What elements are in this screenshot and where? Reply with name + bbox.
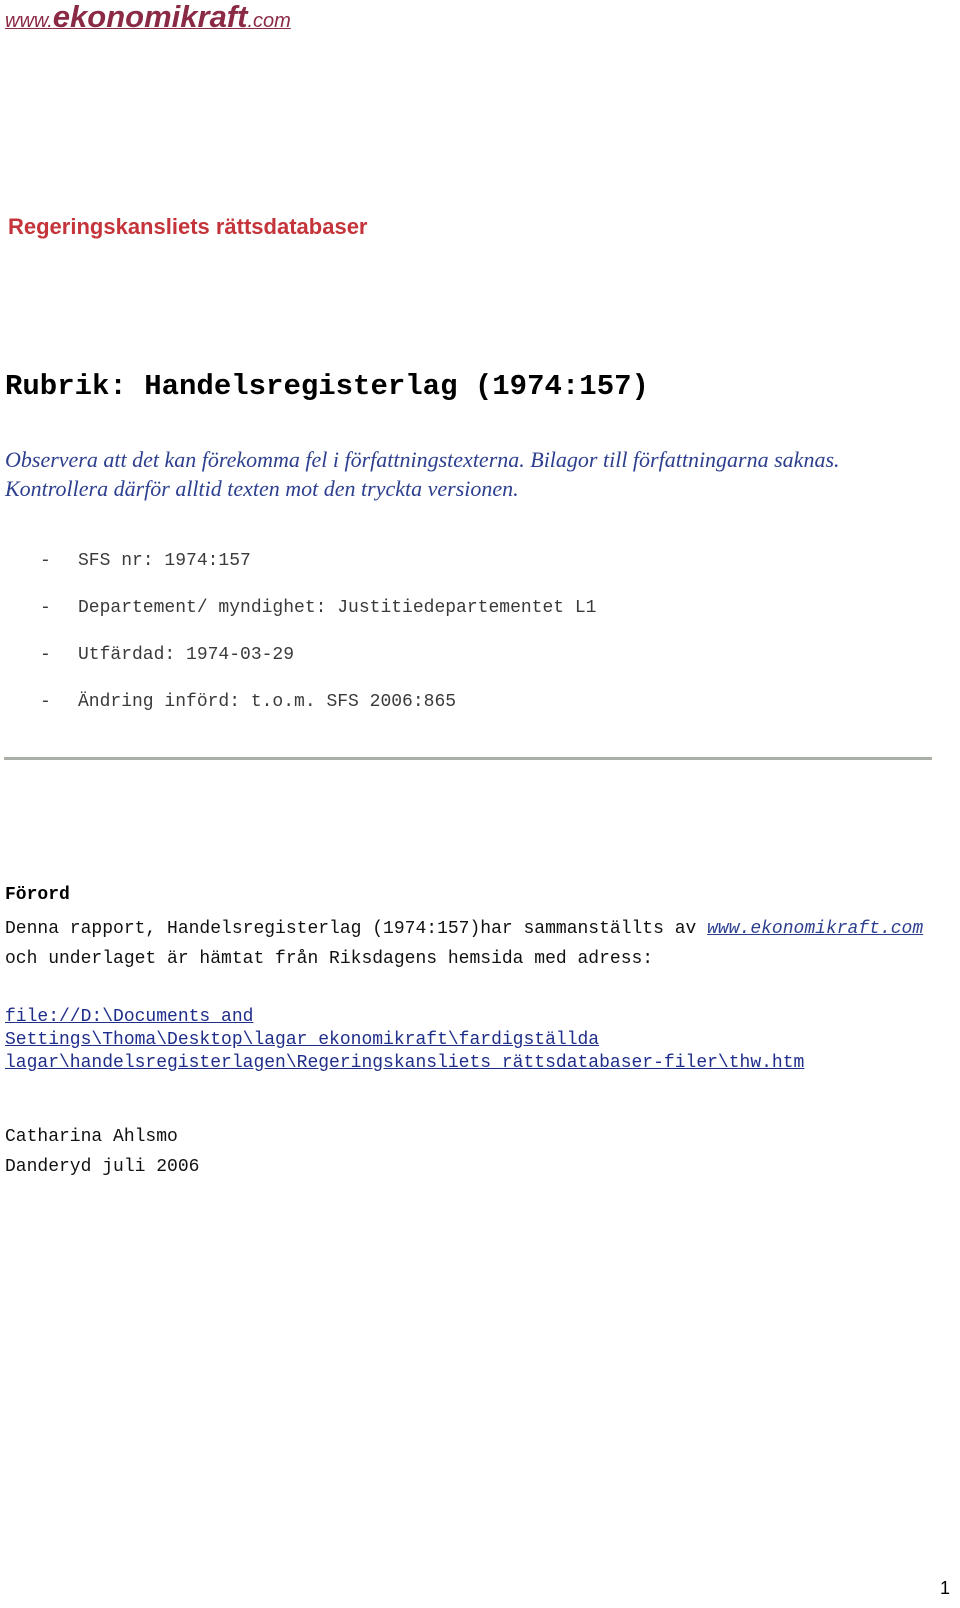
signature-block — [5, 1122, 199, 1182]
list-dash: - — [40, 645, 51, 665]
source-file-link[interactable] — [5, 1006, 945, 1075]
horizontal-divider — [4, 757, 932, 760]
foreword-paragraph — [5, 914, 935, 974]
list-dash: - — [40, 551, 51, 571]
author-name: Catharina Ahlsmo — [5, 1127, 178, 1147]
metadata-text: Utfärdad: 1974-03-29 — [78, 645, 295, 665]
logo-suffix: .com — [247, 10, 291, 32]
site-link[interactable]: www.ekonomikraft.com — [707, 919, 924, 939]
place-date: Danderyd juli 2006 — [5, 1157, 200, 1177]
foreword-text-before: Denna rapport, Handelsregisterlag (1974:157)har sammanställts av — [5, 919, 708, 939]
metadata-text: SFS nr: 1974:157 — [78, 551, 251, 571]
page-number: 1 — [939, 1578, 950, 1598]
database-title: Regeringskansliets rättsdatabaser — [8, 214, 368, 239]
file-link-line: Settings\Thoma\Desktop\lagar ekonomikraft\fardigställda — [5, 1030, 600, 1050]
metadata-text: Departement/ myndighet: Justitiedepartementet L1 — [78, 598, 597, 618]
metadata-item — [40, 644, 596, 691]
warning-notice: Observera att det kan förekomma fel i författningstexterna. Bilagor till författningarna saknas. Kontrollera därför alltid texten mot den tryckta versionen. — [5, 447, 840, 501]
file-link-line: file://D:\Documents and — [5, 1007, 254, 1027]
list-dash: - — [40, 692, 51, 712]
logo-main: ekonomikraft — [52, 0, 248, 34]
metadata-item — [40, 691, 596, 738]
page-title: Rubrik: Handelsregisterlag (1974:157) — [5, 370, 649, 403]
metadata-list — [40, 550, 596, 738]
site-logo-link[interactable] — [5, 0, 291, 40]
list-dash: - — [40, 598, 51, 618]
file-link-line: lagar\handelsregisterlagen\Regeringskansliets rättsdatabaser-filer\thw.htm — [5, 1053, 805, 1073]
foreword-heading: Förord — [5, 885, 70, 905]
metadata-item — [40, 550, 596, 597]
foreword-text-after: och underlaget är hämtat från Riksdagens hemsida med adress: — [5, 949, 654, 969]
logo-prefix: www. — [5, 10, 53, 32]
metadata-item — [40, 597, 596, 644]
metadata-text: Ändring införd: t.o.m. SFS 2006:865 — [78, 692, 457, 712]
